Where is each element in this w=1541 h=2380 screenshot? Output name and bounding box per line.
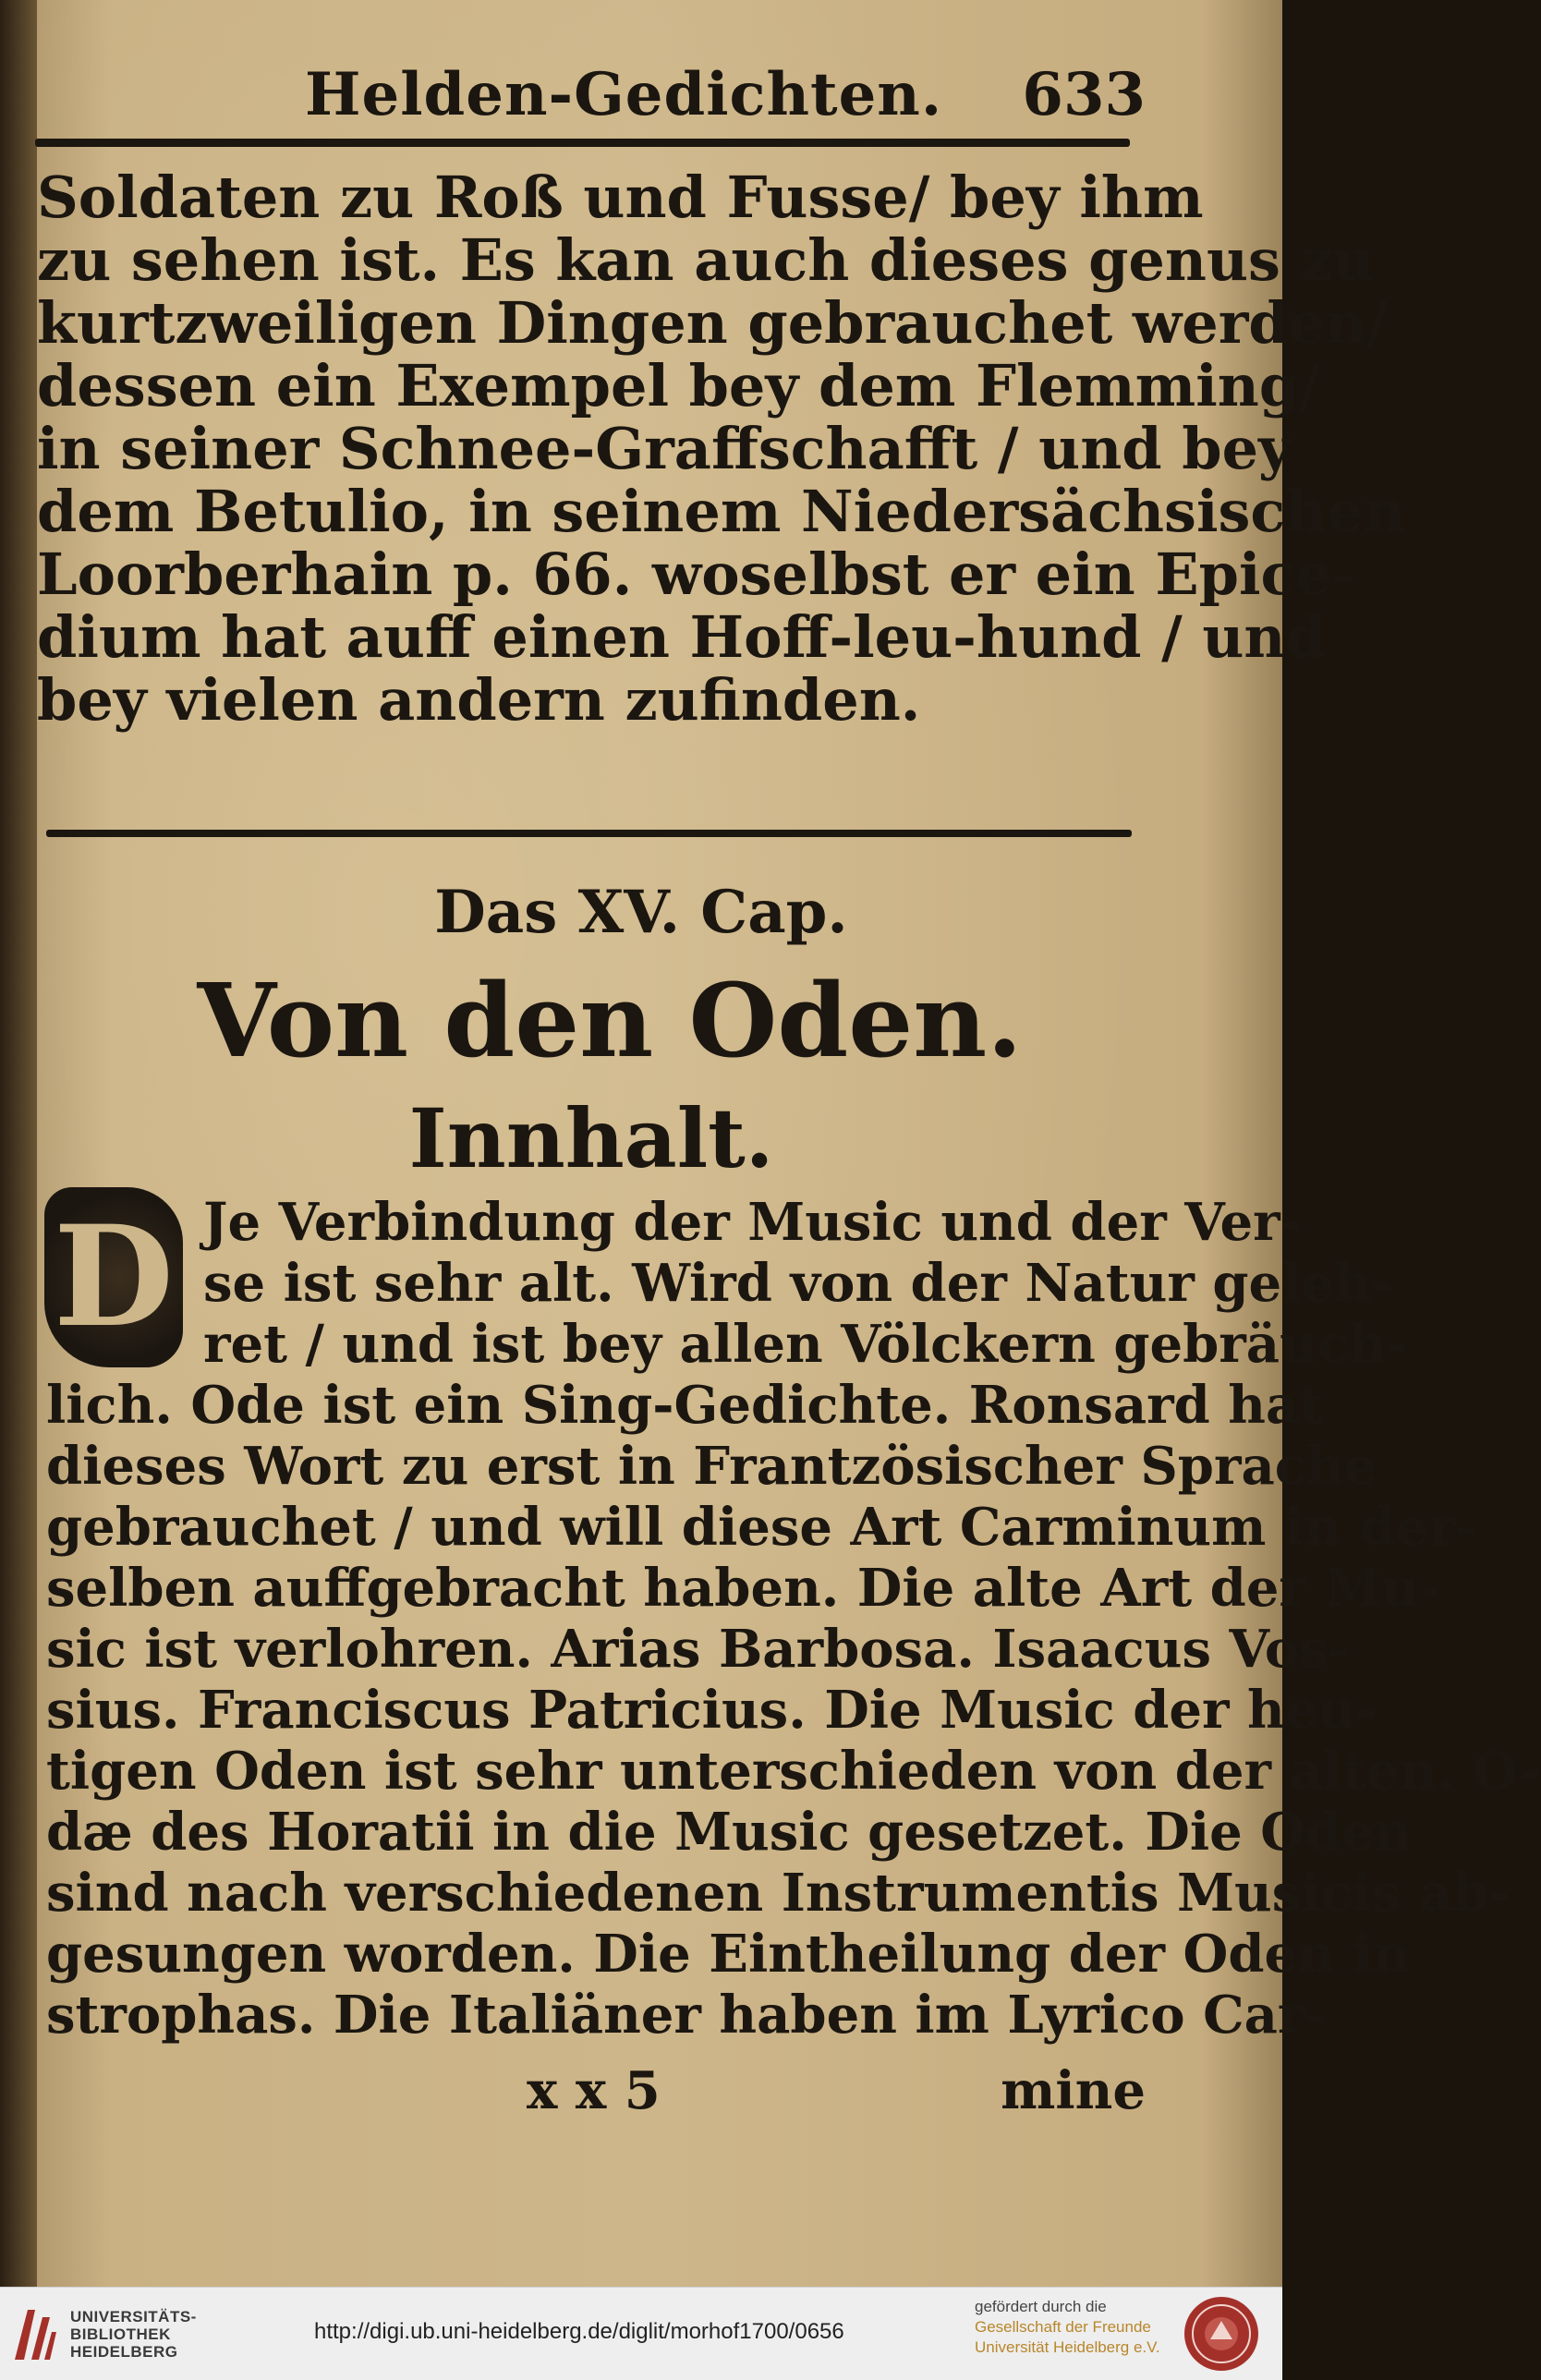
text-line: zu sehen ist. Es kan auch dieses genus zu bbox=[37, 226, 1375, 294]
text-line: gesungen worden. Die Eintheilung der Oden in bbox=[46, 1924, 1411, 1985]
contents-paragraph bbox=[46, 1192, 1541, 2046]
text-line: kurtzweiligen Dingen gebrauchet werden/ bbox=[37, 289, 1388, 357]
university-library-logo-icon[interactable] bbox=[11, 2304, 57, 2363]
text-line: Je Verbindung der Music und der Ver- bbox=[203, 1192, 1302, 1253]
text-line: Soldaten zu Roß und Fusse/ bey ihm bbox=[37, 164, 1204, 231]
text-line: dium hat auff einen Hoff-leu-hund / und bbox=[37, 603, 1326, 671]
library-name[interactable] bbox=[70, 2308, 197, 2361]
library-name-line: UNIVERSITÄTS- bbox=[70, 2308, 197, 2325]
text-line: gebrauchet / und will diese Art Carminum in der- bbox=[46, 1497, 1477, 1558]
library-footer-bar bbox=[0, 2287, 1282, 2380]
top-paragraph bbox=[37, 164, 1405, 734]
text-line: sind nach verschiedenen Instrumentis Musicis ab- bbox=[46, 1863, 1511, 1924]
funding-credit[interactable] bbox=[975, 2297, 1160, 2358]
text-line: sius. Franciscus Patricius. Die Music der heu- bbox=[46, 1680, 1377, 1741]
text-line: Loorberhain p. 66. woselbst er ein Epice- bbox=[37, 540, 1356, 608]
chapter-title: Von den Oden. bbox=[197, 961, 1023, 1080]
header-rule bbox=[35, 139, 1130, 147]
funded-by-label: gefördert durch die bbox=[975, 2298, 1107, 2315]
text-line: se ist sehr alt. Wird von der Natur geleh- bbox=[203, 1253, 1394, 1314]
library-name-line: HEIDELBERG bbox=[70, 2343, 178, 2361]
text-line: tigen Oden ist sehr unterschieden von der alten. O- bbox=[46, 1741, 1541, 1802]
page-footer bbox=[0, 2060, 1146, 2125]
text-line: dessen ein Exempel bey dem Flemming/ bbox=[37, 352, 1320, 419]
text-line: dieses Wort zu erst in Frantzösischer Sprache bbox=[46, 1436, 1377, 1497]
contents-heading: Innhalt. bbox=[408, 1090, 774, 1186]
text-line: dæ des Horatii in die Music gesetzet. Die Oden bbox=[46, 1802, 1413, 1863]
text-line: sic ist verlohren. Arias Barbosa. Isaacus Vos- bbox=[46, 1619, 1350, 1680]
page-number: 633 bbox=[1022, 60, 1146, 129]
text-line: strophas. Die Italiäner haben im Lyrico Car- bbox=[46, 1985, 1327, 2046]
chapter-label: Das XV. Cap. bbox=[434, 878, 848, 947]
text-line: dem Betulio, in seinem Niedersächsischen bbox=[37, 478, 1405, 545]
permalink-url[interactable]: http://digi.ub.uni-heidelberg.de/diglit/morhof1700/0656 bbox=[314, 2319, 844, 2344]
text-line: ret / und ist bey allen Völckern gebräuch- bbox=[203, 1314, 1408, 1375]
running-title: Helden-Gedichten. bbox=[305, 60, 943, 129]
text-line: lich. Ode ist ein Sing-Gedichte. Ronsard hat bbox=[46, 1375, 1324, 1436]
catchword: mine bbox=[1001, 2060, 1146, 2121]
decorated-initial: D bbox=[44, 1187, 183, 1367]
university-seal-icon[interactable] bbox=[1183, 2295, 1260, 2373]
text-line: in seiner Schnee-Graffschafft / und bey bbox=[37, 415, 1292, 482]
signature-mark: x x 5 bbox=[527, 2060, 661, 2121]
section-rule bbox=[46, 830, 1132, 837]
library-name-line: BIBLIOTHEK bbox=[70, 2325, 171, 2343]
page-header bbox=[55, 60, 1146, 143]
text-line: bey vielen andern zufinden. bbox=[37, 666, 921, 734]
text-line: selben auffgebracht haben. Die alte Art der Mu- bbox=[46, 1558, 1441, 1619]
funder-name-line1: Gesellschaft der Freunde bbox=[975, 2318, 1151, 2336]
funder-name-line2: Universität Heidelberg e.V. bbox=[975, 2338, 1160, 2356]
